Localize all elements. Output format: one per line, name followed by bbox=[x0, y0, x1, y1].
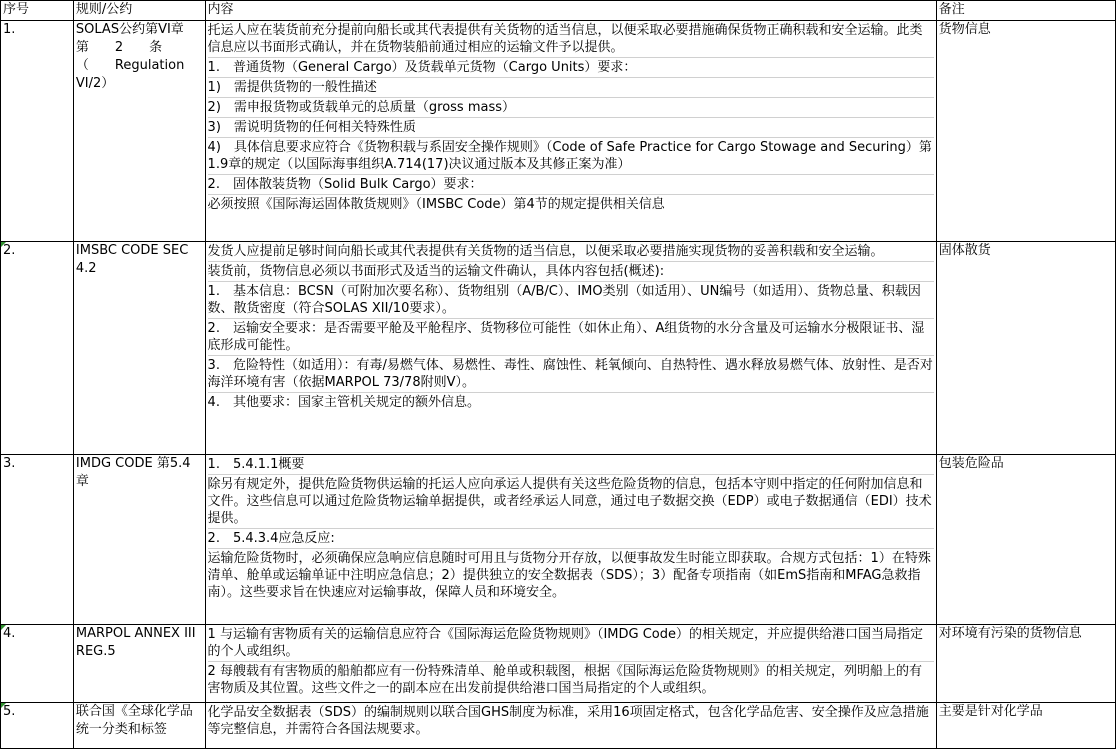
cell-note[interactable]: 包装危险品 bbox=[936, 455, 1115, 625]
header-cell-number[interactable]: 序号 bbox=[1, 1, 74, 21]
content-line: 运输危险货物时，必须确保应急响应信息随时可用且与货物分开存放，以便事故发生时能立即获取。合规方式包括：1）在特殊清单、舱单或运输单证中注明应急信息；2）提供独立的安全数据表（SDS）；3）配备专项指南（如EmS指南和MFAG急救指南）。这些要求旨在快速应对运输事故，保障人员和环境安全。 bbox=[207, 551, 931, 600]
content-line: 2. 固体散装货物（Solid Bulk Cargo）要求： bbox=[208, 175, 934, 195]
content-line: 4. 其他要求：国家主管机关规定的额外信息。 bbox=[207, 395, 480, 410]
table-row bbox=[1, 242, 1116, 455]
table-row bbox=[1, 455, 1116, 625]
cell-note[interactable]: 主要是针对化学品 bbox=[936, 703, 1115, 749]
content-line: 3. 危险特性（如适用）：有毒/易燃气体、易燃性、毒性、腐蚀性、耗氧倾向、自热特性、遇水释放易燃气体、放射性、是否对海洋环境有害（依据MARPOL 73/78附则V）。 bbox=[208, 356, 934, 393]
cell-number[interactable]: 5. bbox=[1, 703, 74, 749]
header-cell-content[interactable]: 内容 bbox=[205, 1, 936, 21]
cell-rule[interactable] bbox=[73, 21, 205, 242]
cell-content[interactable] bbox=[205, 703, 936, 749]
content-line: 2) 需申报货物或货载单元的总质量（gross mass） bbox=[208, 98, 934, 118]
cell-number[interactable]: 2. bbox=[1, 242, 74, 455]
content-line: 托运人应在装货前充分提前向船长或其代表提供有关货物的适当信息，以便采取必要措施确保货物正确积载和安全运输。此类信息应以书面形式确认，并在货物装船前通过相应的运输文件予以提供。 bbox=[208, 21, 934, 58]
cell-content[interactable] bbox=[205, 21, 936, 242]
rule-line: VI/2） bbox=[75, 76, 115, 91]
cell-rule[interactable]: MARPOL ANNEX III REG.5 bbox=[73, 625, 205, 703]
table-row bbox=[1, 21, 1116, 242]
content-line: 2. 运输安全要求：是否需要平舱及平舱程序、货物移位可能性（如休止角）、A组货物的水分含量及可运输水分极限证书、湿底形成可能性。 bbox=[208, 319, 934, 356]
cell-content[interactable] bbox=[205, 625, 936, 703]
cell-rule[interactable]: IMDG CODE 第5.4章 bbox=[73, 455, 205, 625]
header-row bbox=[1, 1, 1116, 21]
content-line: 2. 5.4.3.4应急反应: bbox=[208, 529, 934, 549]
header-cell-note[interactable]: 备注 bbox=[936, 1, 1115, 21]
content-line: 1) 需提供货物的一般性描述 bbox=[208, 78, 934, 98]
cell-rule[interactable]: IMSBC CODE SEC 4.2 bbox=[73, 242, 205, 455]
content-line: 发货人应提前足够时间向船长或其代表提供有关货物的适当信息，以便采取必要措施实现货物的妥善积载和安全运输。 bbox=[208, 242, 934, 262]
table-row bbox=[1, 703, 1116, 749]
content-line: 化学品安全数据表（SDS）的编制规则以联合国GHS制度为标准，采用16项固定格式，包含化学品危害、安全操作及应急措施等完整信息，并需符合各国法规要求。 bbox=[207, 705, 929, 737]
content-line: 必须按照《国际海运固体散货规则》（IMSBC Code）第4节的规定提供相关信息 bbox=[207, 197, 665, 212]
table-row bbox=[1, 625, 1116, 703]
content-line: 2 每艘载有有害物质的船舶都应有一份特殊清单、舱单或积载图，根据《国际海运危险货物规则》的相关规定，列明船上的有害物质及其位置。这些文件之一的副本应在出发前提供给港口国当局指定的个人或组织。 bbox=[207, 664, 922, 696]
cell-note[interactable]: 固体散货 bbox=[936, 242, 1115, 455]
rule-line: 第 2 条 bbox=[75, 40, 163, 55]
cell-number[interactable]: 1. bbox=[1, 21, 74, 242]
rule-line: SOLAS公约第VI章 bbox=[75, 22, 184, 37]
content-line: 1. 基本信息：BCSN（可附加次要名称）、货物组别（A/B/C）、IMO类别（如适用）、UN编号（如适用）、货物总量、积载因数、散货密度（符合SOLAS XII/10要求）。 bbox=[208, 282, 934, 319]
header-cell-rule[interactable]: 规则/公约 bbox=[73, 1, 205, 21]
cell-number[interactable]: 4. bbox=[1, 625, 74, 703]
cell-content[interactable] bbox=[205, 242, 936, 455]
content-line: 1. 普通货物（General Cargo）及货载单元货物（Cargo Units）要求： bbox=[208, 58, 934, 78]
cell-content[interactable] bbox=[205, 455, 936, 625]
cell-note[interactable]: 对环境有污染的货物信息 bbox=[936, 625, 1115, 703]
rule-line: （ Regulation bbox=[75, 58, 185, 73]
cell-rule[interactable]: 联合国《全球化学品统一分类和标签 bbox=[73, 703, 205, 749]
content-line: 1. 5.4.1.1概要 bbox=[208, 455, 934, 475]
content-line: 3) 需说明货物的任何相关特殊性质 bbox=[208, 118, 934, 138]
content-line: 1 与运输有害物质有关的运输信息应符合《国际海运危险货物规则》（IMDG Code）的相关规定，并应提供给港口国当局指定的个人或组织。 bbox=[208, 625, 934, 662]
content-line: 除另有规定外，提供危险货物供运输的托运人应向承运人提供有关这些危险货物的信息，包括本守则中指定的任何附加信息和文件。这些信息可以通过危险货物运输单据提供，或者经承运人同意，通过电子数据交换（EDP）或电子数据通信（EDI）技术提供。 bbox=[208, 475, 934, 529]
content-line: 装货前，货物信息必须以书面形式及适当的运输文件确认，具体内容包括(概述): bbox=[208, 262, 934, 282]
cell-note[interactable]: 货物信息 bbox=[936, 21, 1115, 242]
cell-number[interactable]: 3. bbox=[1, 455, 74, 625]
content-line: 4) 具体信息要求应符合《货物积载与系固安全操作规则》（Code of Safe Practice for Cargo Stowage and Securing）第1.9章的规定（以国际海事组织A.714(17)决议通过版本及其修正案为准） bbox=[208, 138, 934, 175]
